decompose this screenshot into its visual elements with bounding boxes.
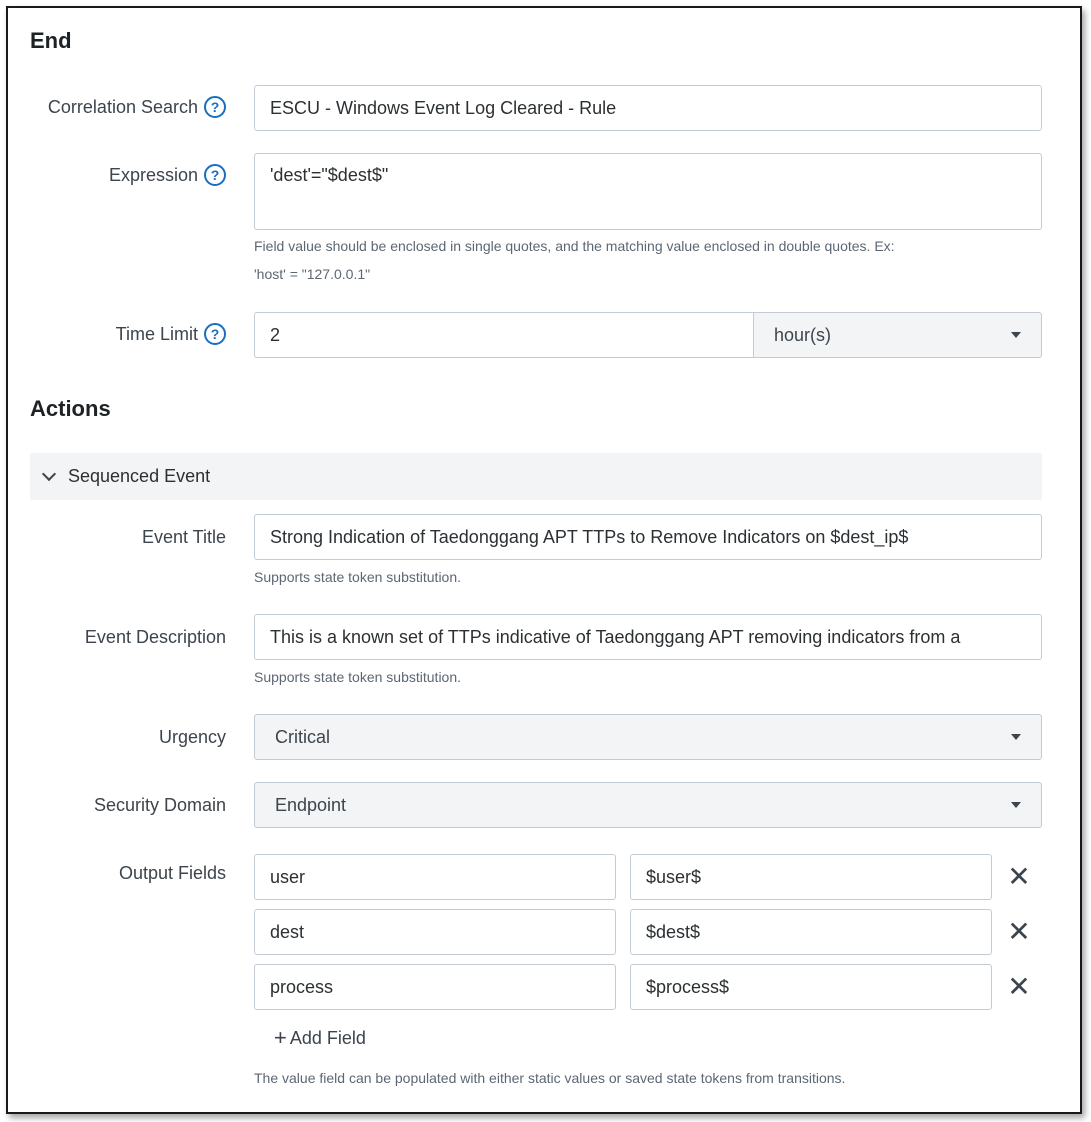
expression-textarea[interactable]: 'dest'="$dest$" — [254, 153, 1042, 230]
expression-help-line-1: Field value should be enclosed in single quotes, and the matching value enclosed in double quotes. Ex: — [254, 238, 895, 254]
event-title-label: Event Title — [141, 526, 226, 547]
plus-icon: + — [274, 1025, 287, 1050]
end-section-title: End — [30, 28, 72, 53]
question-circle-icon[interactable]: ? — [204, 96, 226, 118]
time-unit-value: hour(s) — [774, 324, 832, 345]
output-field-name-input[interactable]: dest — [254, 909, 616, 955]
expression-label — [20, 159, 226, 191]
urgency-select[interactable] — [254, 714, 1042, 760]
urgency-value: Critical — [275, 726, 331, 747]
time-limit-input[interactable]: 2 — [254, 312, 755, 358]
urgency-label: Urgency — [158, 726, 226, 747]
event-description-label: Event Description — [84, 626, 226, 647]
security-domain-label: Security Domain — [93, 794, 226, 815]
output-field-value-input[interactable]: $user$ — [630, 854, 992, 900]
correlation-search-label — [20, 91, 226, 123]
event-description-help: Supports state token substitution. — [254, 669, 462, 685]
output-fields-help: The value field can be populated with either static values or saved state tokens from transitions. — [254, 1070, 846, 1086]
add-field-button[interactable] — [274, 1024, 366, 1052]
sequenced-event-label: Sequenced Event — [68, 466, 211, 486]
correlation-search-label-text: Correlation Search — [47, 96, 198, 117]
caret-down-icon — [1011, 802, 1021, 808]
time-limit-label — [20, 318, 226, 350]
security-domain-select[interactable] — [254, 782, 1042, 828]
actions-section-title: Actions — [30, 396, 111, 421]
question-circle-icon[interactable]: ? — [204, 323, 226, 345]
event-title-input[interactable]: Strong Indication of Taedonggang APT TTPs to Remove Indicators on $dest_ip$ — [254, 514, 1042, 560]
caret-down-icon — [1011, 332, 1021, 338]
close-icon[interactable]: ✕ — [1007, 861, 1031, 892]
event-description-input[interactable]: This is a known set of TTPs indicative of Taedonggang APT removing indicators from a — [254, 614, 1042, 660]
close-icon[interactable]: ✕ — [1007, 971, 1031, 1002]
event-title-help: Supports state token substitution. — [254, 569, 462, 585]
caret-down-icon — [1011, 734, 1021, 740]
output-field-name-input[interactable]: process — [254, 964, 616, 1010]
time-limit-label-text: Time Limit — [115, 323, 198, 344]
output-field-value-input[interactable]: $process$ — [630, 964, 992, 1010]
close-icon[interactable]: ✕ — [1007, 916, 1031, 947]
time-unit-select[interactable] — [753, 312, 1042, 358]
sequenced-event-accordion[interactable] — [30, 453, 1042, 500]
expression-label-text: Expression — [108, 164, 198, 185]
expression-help-line-2: 'host' = "127.0.0.1" — [254, 266, 371, 282]
security-domain-value: Endpoint — [275, 794, 347, 815]
output-field-name-input[interactable]: user — [254, 854, 616, 900]
output-fields-label: Output Fields — [118, 862, 226, 883]
output-field-value-input[interactable]: $dest$ — [630, 909, 992, 955]
correlation-search-input[interactable]: ESCU - Windows Event Log Cleared - Rule — [254, 85, 1042, 131]
add-field-label: Add Field — [289, 1027, 366, 1048]
question-circle-icon[interactable]: ? — [204, 164, 226, 186]
chevron-down-icon — [42, 466, 56, 480]
